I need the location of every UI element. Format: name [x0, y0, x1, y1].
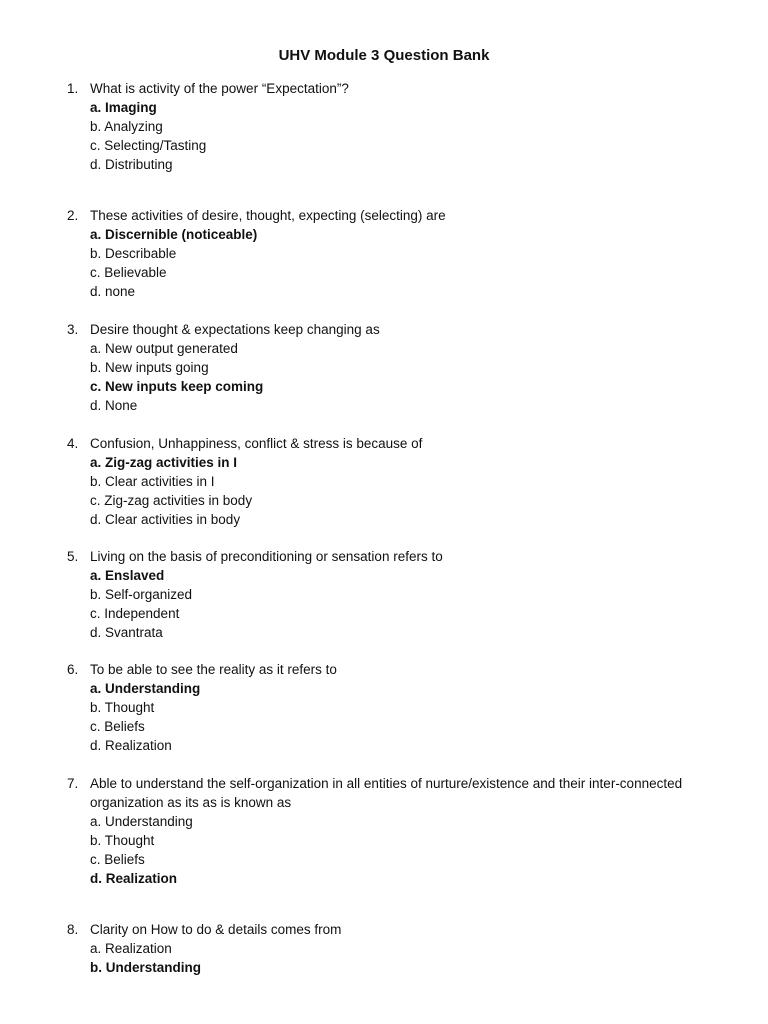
question-text: Desire thought & expectations keep changing as	[90, 322, 380, 337]
option-b: b. Analyzing	[90, 119, 163, 134]
option-a: a. Imaging	[90, 100, 157, 115]
question-number: 2.	[67, 208, 79, 223]
option-b: b. Describable	[90, 246, 177, 261]
option-d: d. Realization	[90, 738, 172, 753]
option-a: a. Enslaved	[90, 568, 165, 583]
option-d: d. Clear activities in body	[90, 512, 241, 527]
option-c: c. Selecting/Tasting	[90, 138, 207, 153]
option-c: c. Beliefs	[90, 719, 145, 734]
question-text: Living on the basis of preconditioning or sensation refers to	[90, 549, 443, 564]
option-c: c. Beliefs	[90, 852, 145, 867]
page-title: UHV Module 3 Question Bank	[278, 47, 490, 64]
question-number: 5.	[67, 549, 79, 564]
question-text: Able to understand the self-organization in all entities of nurture/existence and their inter-connected organization as its as is known as	[90, 776, 683, 810]
question-number: 1.	[67, 81, 79, 96]
option-a: a. New output generated	[90, 341, 238, 356]
question-text: What is activity of the power “Expectation”?	[90, 81, 349, 96]
question-3	[67, 320, 727, 415]
option-a: a. Discernible (noticeable)	[90, 227, 258, 242]
option-b: b. Self-organized	[90, 587, 193, 602]
question-4	[67, 434, 727, 529]
option-c: c. Zig-zag activities in body	[90, 493, 253, 508]
option-c: c. New inputs keep coming	[90, 379, 264, 394]
option-b: b. Clear activities in I	[90, 474, 215, 489]
question-text: Confusion, Unhappiness, conflict & stress is because of	[90, 436, 423, 451]
question-number: 3.	[67, 322, 79, 337]
option-d: d. Svantrata	[90, 625, 163, 640]
option-c: c. Independent	[90, 606, 180, 621]
question-number: 6.	[67, 662, 79, 677]
option-d: d. Realization	[90, 871, 178, 886]
option-d: d. None	[90, 398, 138, 413]
question-text: Clarity on How to do & details comes from	[90, 922, 342, 937]
option-a: a. Zig-zag activities in I	[90, 455, 238, 470]
option-b: b. Understanding	[90, 960, 201, 975]
option-d: d. none	[90, 284, 136, 299]
question-5	[67, 547, 727, 642]
question-1	[67, 79, 727, 174]
question-7	[67, 774, 727, 888]
question-number: 8.	[67, 922, 79, 937]
question-6	[67, 660, 727, 755]
question-number: 7.	[67, 776, 79, 791]
option-b: b. Thought	[90, 700, 155, 715]
question-8	[67, 920, 727, 977]
question-text: These activities of desire, thought, expecting (selecting) are	[90, 208, 446, 223]
question-text: To be able to see the reality as it refers to	[90, 662, 337, 677]
option-a: a. Realization	[90, 941, 172, 956]
option-d: d. Distributing	[90, 157, 173, 172]
question-2	[67, 206, 727, 301]
option-b: b. Thought	[90, 833, 155, 848]
option-c: c. Believable	[90, 265, 167, 280]
option-b: b. New inputs going	[90, 360, 209, 375]
question-number: 4.	[67, 436, 79, 451]
option-a: a. Understanding	[90, 814, 193, 829]
option-a: a. Understanding	[90, 681, 201, 696]
